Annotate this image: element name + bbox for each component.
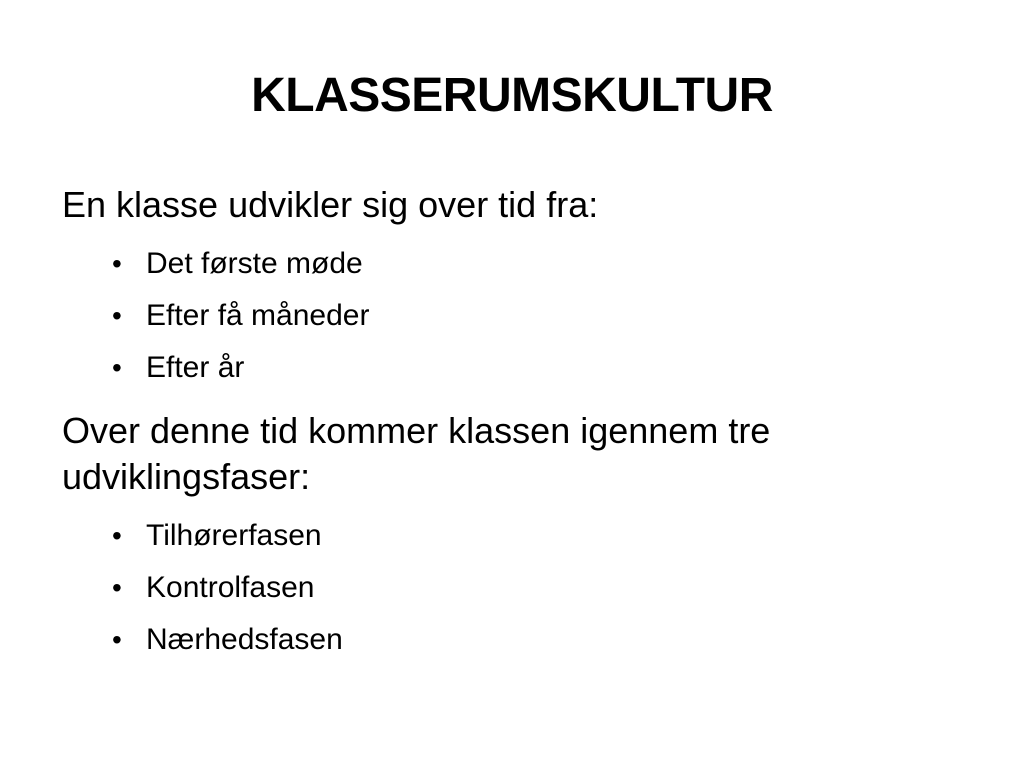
bullet-icon: •: [112, 248, 122, 279]
bullet-item: [112, 342, 962, 394]
bullet-icon: •: [112, 572, 122, 603]
bullet-text: Efter få måneder: [146, 299, 370, 332]
bullet-text: Nærhedsfasen: [146, 623, 343, 656]
bullet-item: [112, 510, 962, 562]
bullet-list-phases: [62, 510, 962, 666]
bullet-item: [112, 562, 962, 614]
bullet-item: [112, 238, 962, 290]
bullet-list-time: [62, 238, 962, 394]
paragraph-intro: En klasse udvikler sig over tid fra:: [62, 184, 599, 225]
bullet-icon: •: [112, 300, 122, 331]
slide-title: KLASSERUMSKULTUR: [251, 69, 773, 122]
bullet-text: Kontrolfasen: [146, 571, 315, 604]
bullet-text: Det første møde: [146, 247, 363, 280]
bullet-item: [112, 614, 962, 666]
paragraph-phases: Over denne tid kommer klassen igennem tre udviklingsfaser:: [62, 410, 771, 497]
slide-body: [62, 182, 962, 666]
bullet-icon: •: [112, 520, 122, 551]
bullet-item: [112, 290, 962, 342]
bullet-text: Tilhørerfasen: [146, 519, 322, 552]
bullet-text: Efter år: [146, 351, 245, 384]
bullet-icon: •: [112, 352, 122, 383]
bullet-icon: •: [112, 624, 122, 655]
